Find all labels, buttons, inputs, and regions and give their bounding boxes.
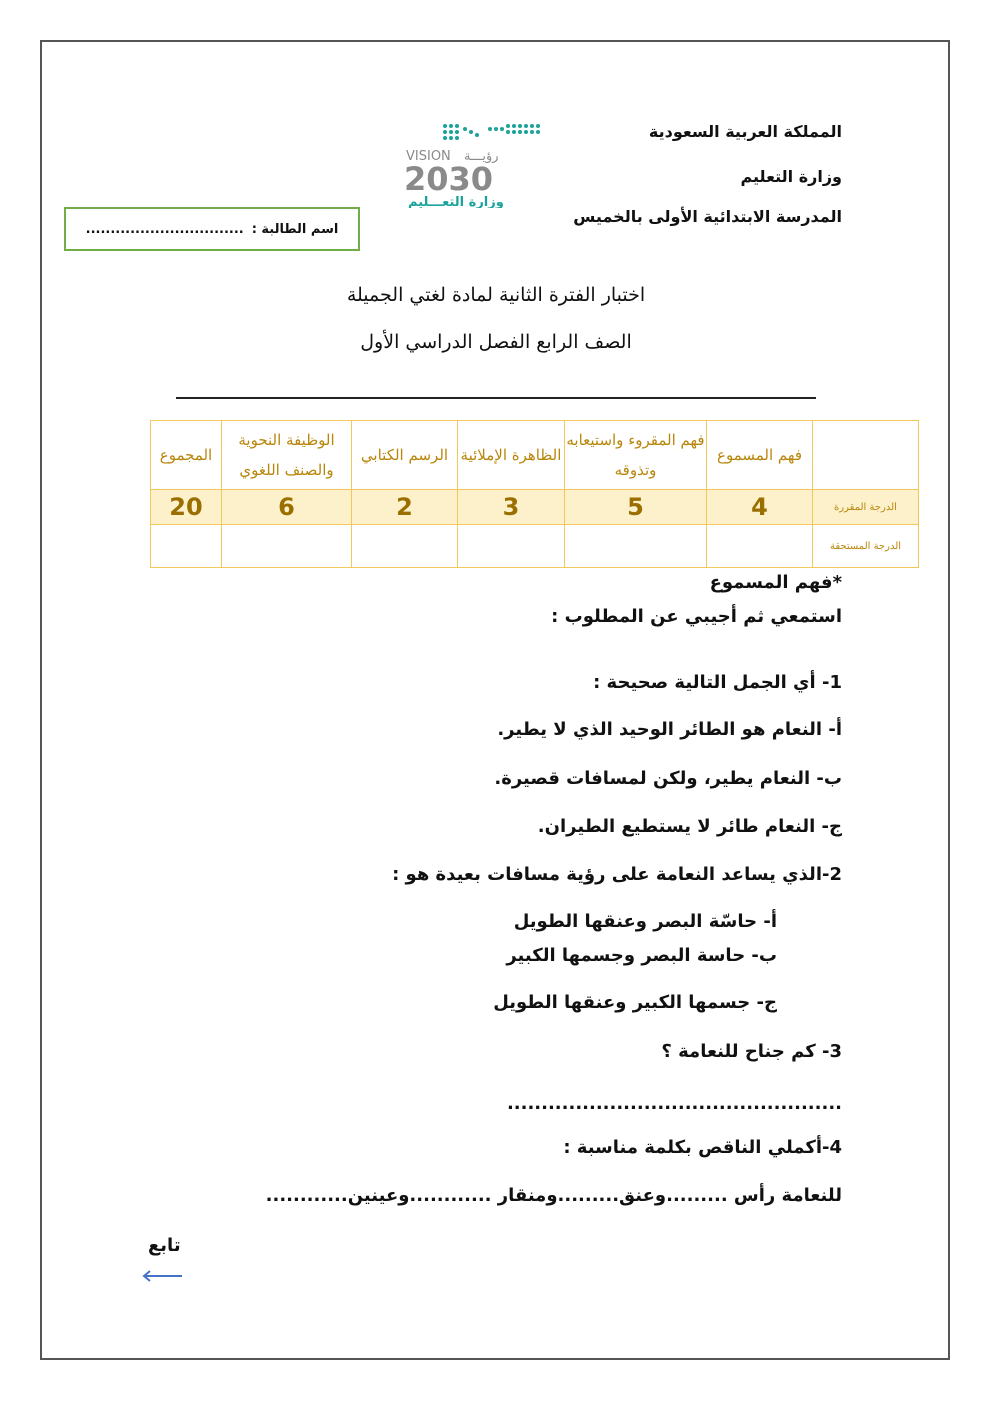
student-name-dots: ................................ <box>85 221 244 237</box>
earned-cell[interactable] <box>151 525 222 568</box>
section-instruction: استمعي ثم أجيبي عن المطلوب : <box>551 606 842 627</box>
q2-option-b[interactable]: ب- حاسة البصر وجسمها الكبير <box>506 945 777 966</box>
logo-dots <box>443 124 540 140</box>
q3-answer-line[interactable]: ................................................. <box>506 1093 842 1114</box>
q1-option-c[interactable]: ج- النعام طائر لا يستطيع الطيران. <box>537 816 842 837</box>
earned-label: الدرجة المستحقة <box>813 525 919 568</box>
score-cell: 6 <box>222 490 352 525</box>
grades-table <box>150 420 919 568</box>
earned-cell[interactable] <box>565 525 707 568</box>
student-name-box[interactable] <box>64 207 360 251</box>
skill-total: المجموع <box>151 421 222 490</box>
logo-ministry-text: وزارة التعـــليم <box>408 195 504 208</box>
q2-option-c[interactable]: ج- جسمها الكبير وعنقها الطويل <box>493 992 777 1013</box>
skills-header-row <box>151 421 919 490</box>
student-name-label: اسم الطالبة : <box>251 221 339 237</box>
earned-cell[interactable] <box>458 525 565 568</box>
left-arrow-icon <box>140 1268 184 1284</box>
assigned-scores-row <box>151 490 919 525</box>
skill-reading: فهم المقروء واستيعابه وتذوقه <box>565 421 707 490</box>
score-cell: 5 <box>565 490 707 525</box>
logo-arabic-vision: رؤيـــة <box>464 149 499 164</box>
earned-scores-row <box>151 525 919 568</box>
title-divider <box>176 397 816 399</box>
q4-sentence[interactable]: للنعامة رأس .........وعنق.........ومنقار ............وعينين............ <box>265 1185 842 1206</box>
score-cell: 2 <box>352 490 458 525</box>
section-heading: *فهم المسموع <box>709 572 842 593</box>
earned-cell[interactable] <box>352 525 458 568</box>
logo-vision-text: VISION <box>406 149 451 164</box>
logo-year: 2030 <box>404 160 494 198</box>
score-cell: 20 <box>151 490 222 525</box>
q2-option-a[interactable]: أ- حاسّة البصر وعنقها الطويل <box>513 911 777 932</box>
earned-cell[interactable] <box>707 525 813 568</box>
q1-option-b[interactable]: ب- النعام يطير، ولكن لمسافات قصيرة. <box>494 768 842 789</box>
vision-2030-logo <box>400 118 550 208</box>
question-4: 4-أكملي الناقص بكلمة مناسبة : <box>563 1137 842 1158</box>
earned-cell[interactable] <box>222 525 352 568</box>
school-name: المدرسة الابتدائية الأولى بالخميس <box>573 207 842 226</box>
ministry-name: وزارة التعليم <box>740 167 842 186</box>
skill-listening: فهم المسموع <box>707 421 813 490</box>
continue-label: تابع <box>148 1235 181 1256</box>
kingdom-name: المملكة العربية السعودية <box>648 122 842 141</box>
skill-spelling: الظاهرة الإملائية <box>458 421 565 490</box>
question-3: 3- كم جناح للنعامة ؟ <box>661 1041 842 1062</box>
q1-option-a[interactable]: أ- النعام هو الطائر الوحيد الذي لا يطير. <box>497 719 842 740</box>
question-1: 1- أي الجمل التالية صحيحة : <box>593 672 842 693</box>
skill-handwriting: الرسم الكتابي <box>352 421 458 490</box>
exam-subtitle: الصف الرابع الفصل الدراسي الأول <box>360 331 632 353</box>
assigned-label: الدرجة المقررة <box>813 490 919 525</box>
score-cell: 4 <box>707 490 813 525</box>
exam-title: اختبار الفترة الثانية لمادة لغتي الجميلة <box>346 284 646 306</box>
question-2: 2-الذي يساعد النعامة على رؤية مسافات بعيدة هو : <box>392 864 842 885</box>
skill-grammar: الوظيفة النحوية والصنف اللغوي <box>222 421 352 490</box>
header-corner-cell <box>813 421 919 490</box>
score-cell: 3 <box>458 490 565 525</box>
